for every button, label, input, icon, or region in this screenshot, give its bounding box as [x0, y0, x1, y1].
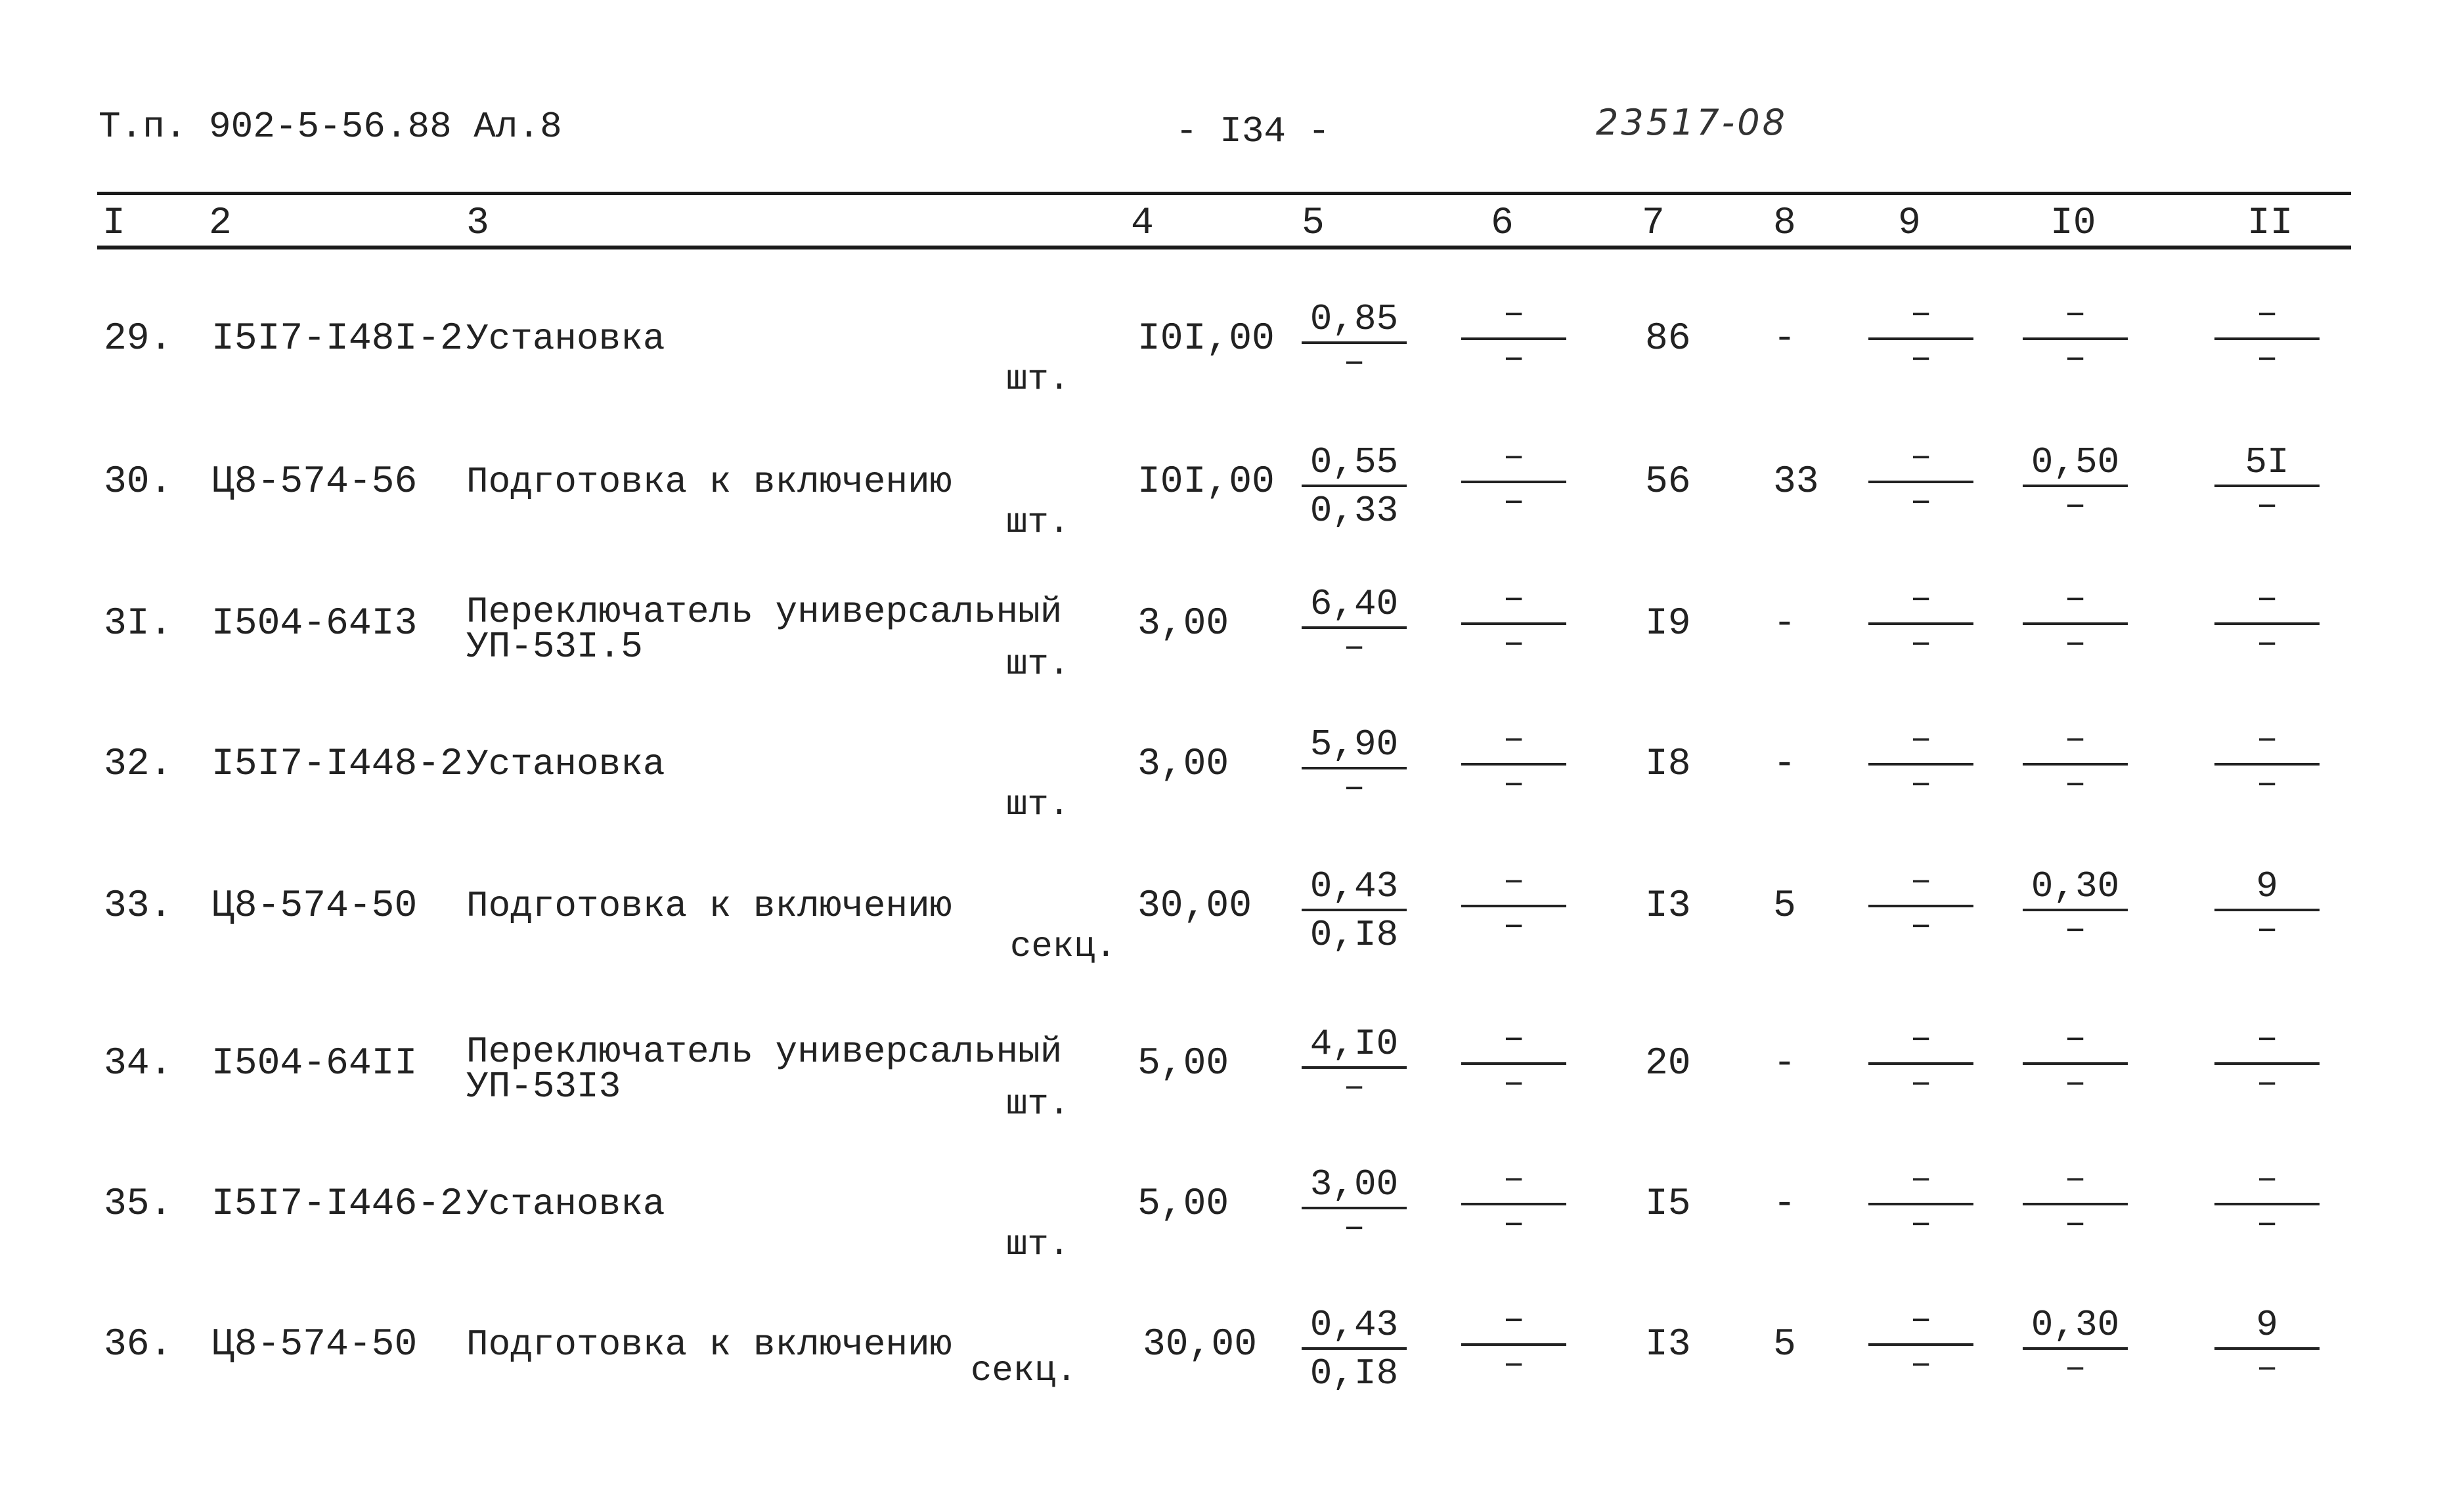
quantity: 30,00 — [1137, 885, 1252, 928]
column-6-value — [1461, 583, 1566, 665]
quantity: 3,00 — [1137, 743, 1229, 786]
item-name: Подготовка к включению — [466, 885, 952, 927]
column-10-value — [2023, 441, 2128, 527]
column-11-value-denominator: − — [2256, 628, 2277, 665]
item-name-continued: УП-53I.5 — [466, 626, 643, 668]
column-9-value-numerator: − — [1868, 868, 1973, 907]
column-9-value-denominator: − — [1910, 1068, 1931, 1105]
column-6-value-denominator: − — [1503, 910, 1524, 947]
item-code: I5I7-I48I-2 — [211, 318, 463, 360]
unit-of-measure: секц. — [971, 1351, 1078, 1391]
row-number: 36. — [104, 1324, 173, 1366]
column-9-value — [1868, 441, 1973, 523]
column-10-value — [2023, 865, 2128, 951]
column-header: 6 — [1491, 202, 1514, 245]
column-11-value-numerator: − — [2214, 1166, 2320, 1205]
column-8-value: 5 — [1773, 1324, 1796, 1366]
column-header: 7 — [1642, 202, 1665, 245]
column-9-value-numerator: − — [1868, 301, 1973, 340]
column-10-value — [2023, 726, 2128, 804]
column-9-value-denominator: − — [1910, 1208, 1931, 1245]
column-9-value-denominator: − — [1910, 1349, 1931, 1386]
page-number: - I34 - — [1176, 110, 1331, 152]
column-9-value-denominator: − — [1910, 628, 1931, 665]
column-5-value-numerator: 0,43 — [1302, 1307, 1407, 1350]
column-5-value-denominator: − — [1344, 1071, 1364, 1109]
column-5-value — [1302, 583, 1407, 669]
column-10-value-denominator: − — [2065, 1068, 2085, 1105]
document-reference: Т.п. 902-5-56.88 Ал.8 — [99, 106, 562, 148]
column-5-value-numerator: 0,85 — [1302, 301, 1407, 344]
column-7-value: I8 — [1645, 743, 1691, 786]
quantity: I0I,00 — [1137, 318, 1275, 360]
column-9-value-denominator: − — [1910, 910, 1931, 947]
column-5-value — [1302, 1163, 1407, 1249]
column-5-value-numerator: 3,00 — [1302, 1166, 1407, 1209]
column-header: I0 — [2050, 202, 2096, 245]
column-10-value-denominator: − — [2065, 914, 2085, 951]
column-8-value: - — [1773, 1183, 1796, 1226]
column-11-value-numerator: 5I — [2214, 444, 2320, 487]
column-10-value-denominator: − — [2065, 1352, 2085, 1390]
column-10-value-denominator: − — [2065, 490, 2085, 527]
column-5-value-denominator: − — [1344, 772, 1364, 810]
column-5-value — [1302, 298, 1407, 384]
column-6-value-denominator: − — [1503, 343, 1524, 380]
column-5-value-denominator: − — [1344, 632, 1364, 669]
column-11-value — [2214, 441, 2320, 527]
column-11-value-denominator: − — [2256, 1352, 2277, 1390]
column-10-value-numerator: − — [2023, 726, 2128, 766]
column-8-value: - — [1773, 1043, 1796, 1085]
column-header: 2 — [209, 202, 232, 245]
column-10-value-numerator: − — [2023, 301, 2128, 340]
column-9-value-numerator: − — [1868, 444, 1973, 483]
column-9-value — [1868, 1023, 1973, 1105]
column-6-value-denominator: − — [1503, 1068, 1524, 1105]
column-10-value-numerator: 0,30 — [2023, 1307, 2128, 1350]
column-9-value-numerator: − — [1868, 1026, 1973, 1065]
column-header: 8 — [1773, 202, 1796, 245]
item-name: Установка — [466, 743, 665, 785]
row-number: 3I. — [104, 603, 173, 645]
column-5-value-numerator: 6,40 — [1302, 586, 1407, 629]
column-header: 4 — [1131, 202, 1154, 245]
column-11-value-numerator: − — [2214, 301, 2320, 340]
column-6-value-numerator: − — [1461, 1166, 1566, 1205]
column-7-value: 86 — [1645, 318, 1691, 360]
column-9-value — [1868, 865, 1973, 947]
column-header: II — [2247, 202, 2293, 245]
column-10-value-denominator: − — [2065, 628, 2085, 665]
column-9-value — [1868, 1304, 1973, 1386]
row-number: 30. — [104, 461, 173, 504]
row-number: 35. — [104, 1183, 173, 1226]
column-6-value — [1461, 1023, 1566, 1105]
column-6-value-denominator: − — [1503, 1349, 1524, 1386]
column-5-value — [1302, 726, 1407, 808]
column-6-value-denominator: − — [1503, 1208, 1524, 1245]
item-code: I5I7-I446-2 — [211, 1183, 463, 1226]
unit-of-measure: шт. — [1006, 1085, 1070, 1125]
column-6-value-denominator: − — [1503, 486, 1524, 523]
column-header: 9 — [1898, 202, 1921, 245]
column-8-value: - — [1773, 318, 1796, 360]
row-number: 33. — [104, 885, 173, 928]
column-10-value — [2023, 1304, 2128, 1390]
column-9-value-denominator: − — [1910, 486, 1931, 523]
column-5-value-numerator: 4,I0 — [1302, 1026, 1407, 1069]
unit-of-measure: шт. — [1006, 503, 1070, 543]
column-6-value — [1461, 441, 1566, 523]
column-5-value-denominator: 0,I8 — [1310, 1352, 1399, 1394]
column-10-value-numerator: − — [2023, 1166, 2128, 1205]
quantity: 30,00 — [1143, 1324, 1258, 1366]
header-top-rule — [97, 192, 2351, 195]
column-5-value-denominator: − — [1344, 347, 1364, 384]
column-7-value: 20 — [1645, 1043, 1691, 1085]
unit-of-measure: шт. — [1006, 785, 1070, 825]
column-9-value — [1868, 583, 1973, 665]
item-name: Переключатель универсальный — [466, 1031, 1063, 1073]
column-header: 3 — [466, 202, 489, 245]
column-9-value-numerator: − — [1868, 1166, 1973, 1205]
item-code: I504-64I3 — [211, 603, 418, 645]
column-10-value — [2023, 1023, 2128, 1105]
column-6-value — [1461, 298, 1566, 380]
column-6-value-numerator: − — [1461, 1307, 1566, 1346]
column-6-value-denominator: − — [1503, 628, 1524, 665]
column-9-value — [1868, 726, 1973, 804]
row-number: 29. — [104, 318, 173, 360]
column-11-value — [2214, 726, 2320, 804]
column-5-value — [1302, 441, 1407, 532]
column-11-value-denominator: − — [2256, 1208, 2277, 1245]
column-6-value-numerator: − — [1461, 444, 1566, 483]
item-name: Подготовка к включению — [466, 461, 952, 503]
column-6-value — [1461, 1304, 1566, 1386]
quantity: I0I,00 — [1137, 461, 1275, 504]
column-7-value: I3 — [1645, 1324, 1691, 1366]
column-6-value-denominator: − — [1503, 768, 1524, 806]
item-name: Установка — [466, 1183, 665, 1225]
column-11-value-denominator: − — [2256, 768, 2277, 806]
column-10-value-denominator: − — [2065, 1208, 2085, 1245]
column-11-value — [2214, 583, 2320, 665]
header-bottom-rule — [97, 246, 2351, 249]
column-7-value: I9 — [1645, 603, 1691, 645]
item-name: Подготовка к включению — [466, 1324, 952, 1366]
column-7-value: I3 — [1645, 885, 1691, 928]
column-6-value-numerator: − — [1461, 868, 1566, 907]
column-11-value-numerator: − — [2214, 586, 2320, 625]
column-10-value-denominator: − — [2065, 343, 2085, 380]
row-number: 32. — [104, 743, 173, 786]
column-11-value-denominator: − — [2256, 1068, 2277, 1105]
column-11-value-denominator: − — [2256, 490, 2277, 527]
column-9-value — [1868, 298, 1973, 380]
column-11-value — [2214, 1304, 2320, 1390]
column-7-value: 56 — [1645, 461, 1691, 504]
archive-stamp: 23517-08 — [1596, 102, 1788, 143]
column-11-value-numerator: 9 — [2214, 1307, 2320, 1350]
column-10-value-numerator: − — [2023, 586, 2128, 625]
column-11-value-numerator: 9 — [2214, 868, 2320, 911]
column-11-value-numerator: − — [2214, 726, 2320, 766]
item-code: Ц8-574-50 — [211, 1324, 418, 1366]
column-5-value-numerator: 5,90 — [1302, 726, 1407, 769]
column-5-value-numerator: 0,43 — [1302, 868, 1407, 911]
column-10-value-numerator: − — [2023, 1026, 2128, 1065]
column-9-value — [1868, 1163, 1973, 1245]
unit-of-measure: секц. — [1010, 927, 1117, 967]
column-6-value — [1461, 865, 1566, 947]
column-6-value — [1461, 1163, 1566, 1245]
column-8-value: 5 — [1773, 885, 1796, 928]
unit-of-measure: шт. — [1006, 360, 1070, 400]
column-10-value-denominator: − — [2065, 768, 2085, 806]
column-9-value-numerator: − — [1868, 1307, 1973, 1346]
quantity: 3,00 — [1137, 603, 1229, 645]
column-11-value-numerator: − — [2214, 1026, 2320, 1065]
row-number: 34. — [104, 1043, 173, 1085]
column-10-value-numerator: 0,30 — [2023, 868, 2128, 911]
column-11-value — [2214, 1023, 2320, 1105]
column-5-value-denominator: 0,33 — [1310, 490, 1399, 532]
column-8-value: 33 — [1773, 461, 1819, 504]
item-name: Установка — [466, 318, 665, 360]
column-8-value: - — [1773, 603, 1796, 645]
item-code: I504-64II — [211, 1043, 418, 1085]
column-11-value-denominator: − — [2256, 343, 2277, 380]
column-7-value: I5 — [1645, 1183, 1691, 1226]
column-9-value-numerator: − — [1868, 726, 1973, 766]
item-code: I5I7-I448-2 — [211, 743, 463, 786]
item-name-continued: УП-53I3 — [466, 1066, 621, 1108]
column-6-value-numerator: − — [1461, 586, 1566, 625]
column-5-value-denominator: 0,I8 — [1310, 914, 1399, 956]
column-6-value-numerator: − — [1461, 1026, 1566, 1065]
column-10-value — [2023, 583, 2128, 665]
column-6-value-numerator: − — [1461, 301, 1566, 340]
column-6-value-numerator: − — [1461, 726, 1566, 766]
item-name: Переключатель универсальный — [466, 591, 1063, 633]
column-header: 5 — [1302, 202, 1325, 245]
column-5-value — [1302, 865, 1407, 956]
column-5-value-numerator: 0,55 — [1302, 444, 1407, 487]
column-8-value: - — [1773, 743, 1796, 786]
column-11-value — [2214, 865, 2320, 951]
item-code: Ц8-574-50 — [211, 885, 418, 928]
column-11-value — [2214, 1163, 2320, 1245]
unit-of-measure: шт. — [1006, 1225, 1070, 1265]
column-10-value-numerator: 0,50 — [2023, 444, 2128, 487]
column-9-value-numerator: − — [1868, 586, 1973, 625]
column-5-value — [1302, 1023, 1407, 1109]
column-10-value — [2023, 1163, 2128, 1245]
column-6-value — [1461, 726, 1566, 804]
column-header: I — [102, 202, 125, 245]
column-11-value — [2214, 298, 2320, 380]
column-9-value-denominator: − — [1910, 343, 1931, 380]
unit-of-measure: шт. — [1006, 645, 1070, 685]
column-5-value — [1302, 1304, 1407, 1394]
column-10-value — [2023, 298, 2128, 380]
column-11-value-denominator: − — [2256, 914, 2277, 951]
quantity: 5,00 — [1137, 1043, 1229, 1085]
column-5-value-denominator: − — [1344, 1212, 1364, 1249]
quantity: 5,00 — [1137, 1183, 1229, 1226]
item-code: Ц8-574-56 — [211, 461, 418, 504]
column-9-value-denominator: − — [1910, 768, 1931, 806]
